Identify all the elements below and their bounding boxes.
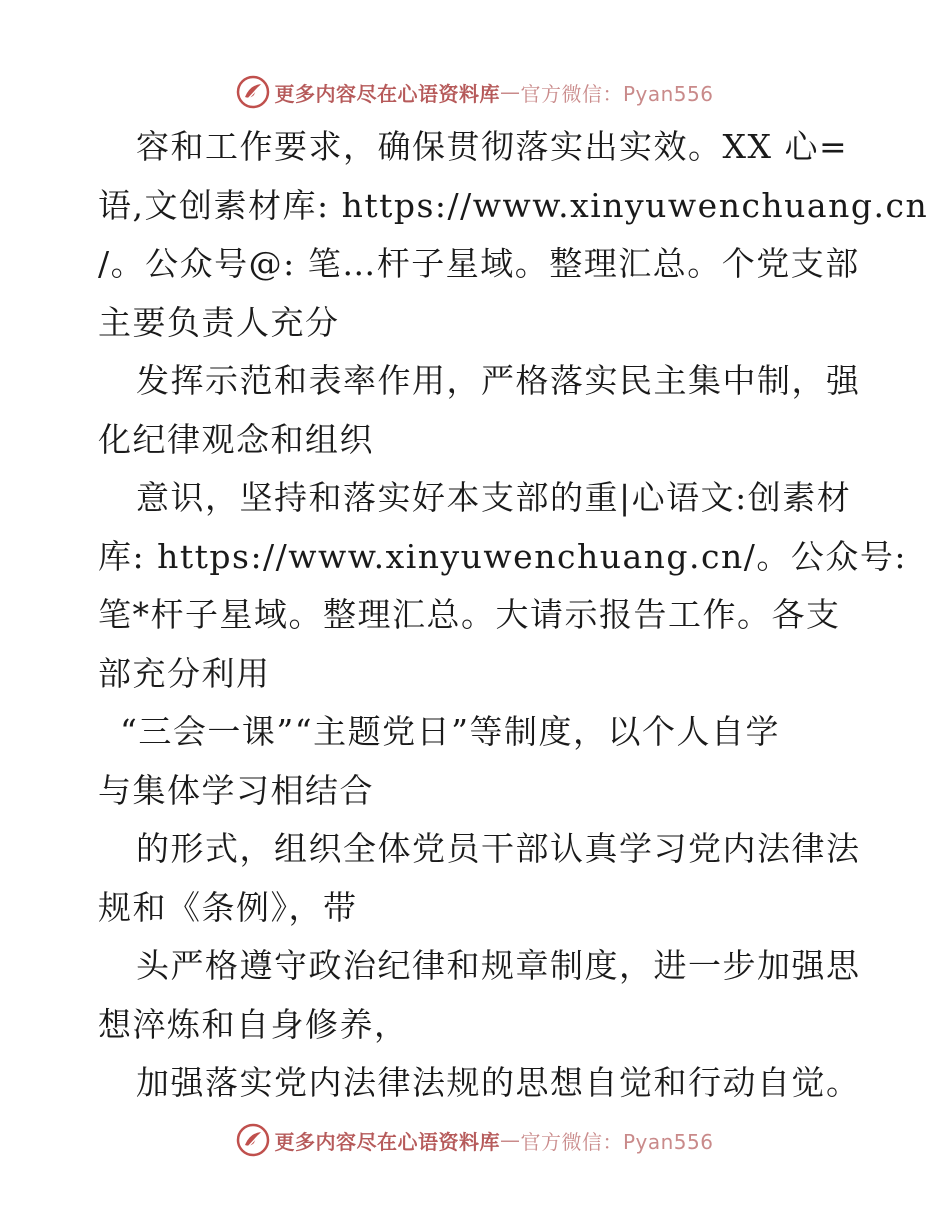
text-line: “三会一课”“主题党日”等制度，以个人自学 <box>120 712 780 751</box>
text-line: 加强落实党内法律法规的思想自觉和行动自觉。 <box>136 1063 861 1102</box>
text-line: 发挥示范和表率作用，严格落实民主集中制，强 <box>136 361 861 400</box>
text-line: 部充分利用 <box>98 653 271 693</box>
text-line: 化纪律观念和组织 <box>98 419 374 459</box>
text-line: 主要负责人充分 <box>98 302 340 342</box>
banner-wechat-text: 官方微信：Pyan556 <box>520 1129 714 1154</box>
text-line: 库: https://www.xinyuwenchuang.cn/。公众号: <box>98 536 907 576</box>
text-line: 头严格遵守政治纪律和规章制度，进一步加强思 <box>136 946 861 985</box>
brand-logo-icon <box>236 1123 270 1157</box>
text-line: /。公众号@: 笔…杆子星域。整理汇总。个党支部 <box>98 244 860 283</box>
brand-logo-icon <box>236 75 270 109</box>
banner-wechat-text: 官方微信：Pyan556 <box>520 81 714 106</box>
text-line: 的形式，组织全体党员干部认真学习党内法律法 <box>136 829 861 868</box>
banner-dash: — <box>499 80 521 104</box>
header-banner <box>0 72 950 112</box>
document-body <box>98 118 929 1113</box>
text-line: 语,文创素材库: https://www.xinyuwenchuang.cn <box>98 185 929 225</box>
text-line: 笔*杆子星域。整理汇总。大请示报告工作。各支 <box>98 595 841 634</box>
text-line: 与集体学习相结合 <box>98 770 374 810</box>
banner-dash: — <box>499 1128 521 1152</box>
text-line: 规和《条例》，带 <box>98 887 358 927</box>
text-line: 容和工作要求，确保贯彻落实出实效。XX 心= <box>136 127 849 166</box>
text-line: 意识，坚持和落实好本支部的重|心语文:创素材 <box>136 478 852 517</box>
banner-main-text: 更多内容尽在心语资料库 <box>274 81 500 106</box>
footer-banner <box>0 1120 950 1160</box>
text-line: 想淬炼和自身修养， <box>98 1004 409 1044</box>
banner-main-text: 更多内容尽在心语资料库 <box>274 1129 500 1154</box>
